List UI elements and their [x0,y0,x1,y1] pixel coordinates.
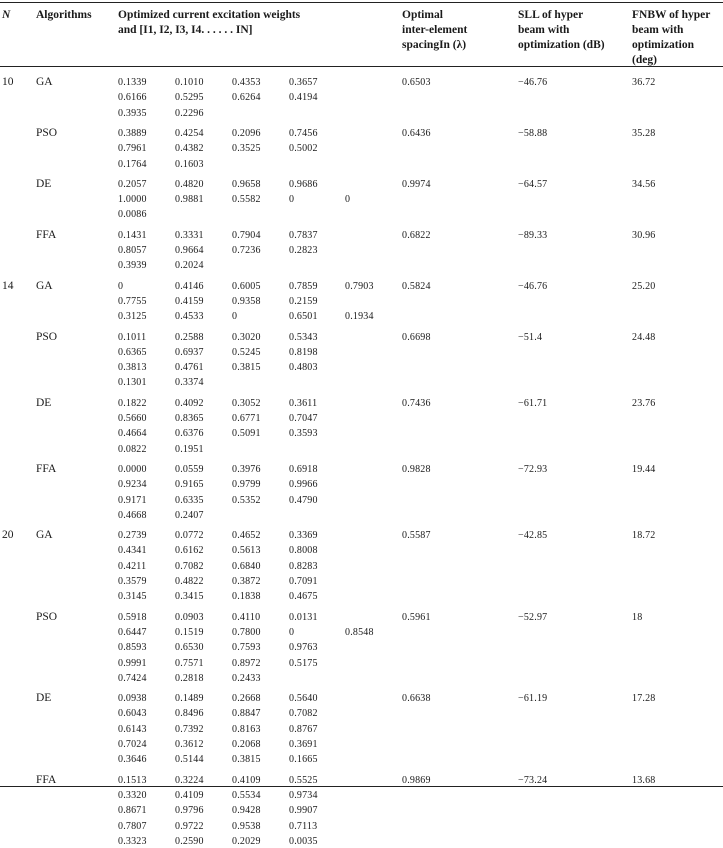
sll-value: −58.88 [518,127,548,139]
sll-value: −89.33 [518,229,548,241]
optimal-spacing: 0.9869 [402,774,431,786]
excitation-weight: 0.7236 [232,245,261,256]
excitation-weight: 0.6005 [232,280,261,292]
excitation-weight: 0.9358 [232,295,261,307]
excitation-weight: 0.9991 [118,657,147,669]
excitation-weight: 0.9686 [289,178,318,190]
excitation-weight: 0.3872 [232,576,261,587]
excitation-weight: 0.1838 [232,591,261,603]
excitation-weight: 0.4652 [232,530,261,542]
excitation-weight: 0.4675 [289,591,318,603]
excitation-weight: 0.0035 [289,835,318,847]
excitation-weight: 0.0559 [175,463,204,475]
bottom-rule [0,786,723,787]
excitation-weight: 0.7113 [289,820,318,832]
excitation-weight: 0.8163 [232,723,261,735]
excitation-weight: 0.2057 [118,178,147,190]
excitation-weight: 0.2159 [289,295,318,307]
fnbw-value: 13.68 [632,774,656,786]
excitation-weight: 0.2433 [232,672,261,684]
excitation-weight: 0.2407 [175,509,204,521]
excitation-weight: 0.3611 [289,397,318,409]
excitation-weight: 0.6937 [175,346,204,358]
excitation-weight: 0.0822 [118,443,147,455]
excitation-weight: 0 [232,311,238,323]
excitation-weight: 0.4822 [175,576,204,587]
excitation-weight: 0.7859 [289,280,318,292]
excitation-weight: 0.1010 [175,77,204,88]
excitation-weight: 0.6335 [175,494,204,506]
excitation-weight: 0.6501 [289,311,318,323]
excitation-weight: 0.7961 [118,143,147,155]
excitation-weight: 0.2823 [289,245,318,256]
excitation-weight: 0.4761 [175,362,204,374]
excitation-weight: 0.4159 [175,295,204,307]
algorithm-name: FFA [36,228,57,241]
array-size-n: 20 [2,529,14,542]
excitation-weight: 0.0903 [175,611,204,623]
optimal-spacing: 0.9828 [402,463,431,475]
excitation-weight: 0.9722 [175,820,204,832]
excitation-weight: 0.6918 [289,463,318,475]
excitation-weight: 0.4353 [232,77,261,88]
fnbw-value: 19.44 [632,463,656,475]
header-sll: SLL of hyper beam with optimization (dB) [518,9,605,51]
header-fnbw: FNBW of hyper beam with optimization (deg) [632,9,711,66]
optimal-spacing: 0.6503 [402,77,431,88]
excitation-weight: 0.2668 [232,693,261,705]
excitation-weight: 0.4803 [289,362,318,374]
excitation-weight: 0.5918 [118,611,147,623]
excitation-weight: 0.1934 [345,311,374,323]
header-algorithms: Algorithms [36,9,92,21]
excitation-weight: 0.8496 [175,708,204,720]
excitation-weight: 0.8767 [289,723,318,735]
excitation-weight: 0.9881 [175,194,204,206]
excitation-weight: 0.9734 [289,789,318,801]
excitation-weight: 0.9538 [232,820,261,832]
optimal-spacing: 0.6436 [402,127,431,139]
excitation-weight: 0.3657 [289,77,318,88]
excitation-weight: 0 [289,194,295,206]
optimal-spacing: 0.9974 [402,178,431,190]
excitation-weight: 0 [118,280,124,292]
excitation-weight: 0.6376 [175,428,204,440]
excitation-weight: 0.3020 [232,331,261,343]
algorithm-name: FFA [36,462,57,475]
excitation-weight: 0.5144 [175,754,204,766]
excitation-weight: 0.3369 [289,530,318,542]
excitation-weight: 0.3224 [175,774,204,786]
algorithm-name: FFA [36,773,57,786]
excitation-weight: 0.5534 [232,789,261,801]
excitation-weight: 0.2818 [175,672,204,684]
excitation-weight: 0.4664 [118,428,147,440]
excitation-weight: 0.5640 [289,693,318,705]
excitation-weight: 0.3889 [118,127,147,139]
excitation-weight: 0.7047 [289,413,318,424]
algorithm-name: PSO [36,610,58,623]
excitation-weight: 0.9966 [289,479,318,491]
excitation-weight: 0.0131 [289,611,318,623]
excitation-weight: 0.5352 [232,494,261,506]
excitation-weight: 0.1822 [118,397,147,409]
sll-value: −73.24 [518,774,548,786]
excitation-weight: 0.6264 [232,92,261,104]
excitation-weight: 0.3052 [232,397,261,409]
excitation-weight: 0.6447 [118,626,147,638]
excitation-weight: 0.3691 [289,739,318,750]
excitation-weight: 0.4109 [175,789,204,801]
excitation-weight: 0.0772 [175,530,204,542]
excitation-weight: 0.8283 [289,560,318,572]
sll-value: −42.85 [518,530,548,542]
excitation-weight: 0.7593 [232,642,261,654]
sll-value: −46.76 [518,280,548,292]
excitation-weight: 0.7392 [175,723,204,735]
excitation-weight: 0.2296 [175,107,204,119]
excitation-weight: 0.3579 [118,576,147,587]
excitation-weight: 0.2590 [175,835,204,847]
excitation-weight: 0.9165 [175,479,204,491]
fnbw-value: 30.96 [632,229,656,241]
excitation-weight: 0.1603 [175,158,204,170]
excitation-weight: 0.9763 [289,642,318,654]
excitation-weight: 0.8972 [232,657,261,669]
excitation-weight: 0.3815 [232,362,261,374]
sll-value: −52.97 [518,611,548,623]
optimal-spacing: 0.5824 [402,280,431,292]
excitation-weight: 0.6143 [118,723,147,735]
excitation-weight: 0.9428 [232,805,261,817]
excitation-weight: 0.4668 [118,509,147,521]
excitation-weight: 0.7904 [232,229,261,241]
excitation-weight: 0.3331 [175,229,204,241]
excitation-weight: 0.4820 [175,178,204,190]
excitation-weight: 0.0000 [118,463,147,475]
excitation-weight: 0.1519 [175,626,204,638]
excitation-weight: 1.0000 [118,194,147,206]
excitation-weight: 0.8548 [345,626,374,638]
sll-value: −46.76 [518,77,548,88]
optimal-spacing: 0.5587 [402,530,431,542]
excitation-weight: 0.5091 [232,428,261,440]
sll-value: −61.19 [518,693,548,705]
excitation-weight: 0.3374 [175,377,204,389]
optimal-spacing: 0.6822 [402,229,431,241]
excitation-weight: 0.7424 [118,672,147,684]
excitation-weight: 0.5343 [289,331,318,343]
excitation-weight: 0.1951 [175,443,204,455]
excitation-weight: 0.6365 [118,346,147,358]
excitation-weight: 0.3320 [118,789,147,801]
top-rule [0,2,723,3]
excitation-weight: 0.8008 [289,545,318,557]
excitation-weight: 0.4341 [118,545,147,557]
excitation-weight: 0.7903 [345,280,374,292]
excitation-weight: 0.1489 [175,693,204,705]
excitation-weight: 0.4146 [175,280,204,292]
excitation-weight: 0.3323 [118,835,147,847]
optimal-spacing: 0.5961 [402,611,431,623]
excitation-weight: 0.3815 [232,754,261,766]
excitation-weight: 0.8365 [175,413,204,424]
excitation-weight: 0.8593 [118,642,147,654]
excitation-weight: 0.7837 [289,229,318,241]
excitation-weight: 0.8198 [289,346,318,358]
excitation-weight: 0.6771 [232,413,261,424]
sll-value: −51.4 [518,331,543,343]
fnbw-value: 24.48 [632,331,656,343]
algorithm-name: GA [36,279,53,292]
excitation-weight: 0.4109 [232,774,261,786]
fnbw-value: 18 [632,611,643,623]
excitation-weight: 0.8847 [232,708,261,720]
algorithm-name: GA [36,76,53,88]
optimal-spacing: 0.7436 [402,397,431,409]
excitation-weight: 0.6840 [232,560,261,572]
excitation-weight: 0.6530 [175,642,204,654]
excitation-weight: 0.9799 [232,479,261,491]
excitation-weight: 0.3415 [175,591,204,603]
algorithm-name: GA [36,529,53,542]
algorithm-name: DE [36,396,52,409]
excitation-weight: 0.3145 [118,591,147,603]
array-size-n: 10 [2,76,14,88]
excitation-weight: 0.9796 [175,805,204,817]
excitation-weight: 0.9664 [175,245,204,256]
excitation-weight: 0.2096 [232,127,261,139]
excitation-weight: 0.7807 [118,820,147,832]
sll-value: −61.71 [518,397,548,409]
array-size-n: 14 [2,279,14,292]
fnbw-value: 23.76 [632,397,656,409]
excitation-weight: 0.6162 [175,545,204,557]
sll-value: −64.57 [518,178,548,190]
excitation-weight: 0.7571 [175,657,204,669]
excitation-weight: 0.3612 [175,739,204,750]
algorithm-name: DE [36,177,52,190]
excitation-weight: 0.2068 [232,739,261,750]
excitation-weight: 0.1764 [118,158,147,170]
excitation-weight: 0.4382 [175,143,204,155]
header-spacing: Optimal inter-element spacingIn (λ) [402,9,468,51]
excitation-weight: 0.8057 [118,245,147,256]
excitation-weight: 0.4790 [289,494,318,506]
excitation-weight: 0.2029 [232,835,261,847]
excitation-weight: 0.2588 [175,331,204,343]
excitation-weight: 0.0086 [118,209,147,221]
excitation-weight: 0.7024 [118,739,147,750]
excitation-weight: 0.9658 [232,178,261,190]
excitation-weight: 0 [289,626,295,638]
sll-value: −72.93 [518,463,548,475]
excitation-weight: 0.4254 [175,127,204,139]
algorithm-name: PSO [36,126,58,139]
excitation-weight: 0 [345,194,351,206]
fnbw-value: 35.28 [632,127,656,139]
excitation-weight: 0.9907 [289,805,318,817]
excitation-weight: 0.1665 [289,754,318,766]
excitation-weight: 0.9171 [118,494,147,506]
excitation-weight: 0.3939 [118,260,147,272]
excitation-weight: 0.5525 [289,774,318,786]
header-n: N [2,9,11,21]
excitation-weight: 0.7456 [289,127,318,139]
fnbw-value: 34.56 [632,178,656,190]
fnbw-value: 36.72 [632,77,656,88]
excitation-weight: 0.7082 [175,560,204,572]
excitation-weight: 0.1011 [118,331,147,343]
fnbw-value: 25.20 [632,280,656,292]
excitation-weight: 0.6166 [118,92,147,104]
excitation-weight: 0.1339 [118,77,147,88]
optimal-spacing: 0.6638 [402,693,431,705]
excitation-weight: 0.2024 [175,260,204,272]
excitation-weight: 0.4110 [232,611,261,623]
optimal-spacing: 0.6698 [402,331,431,343]
excitation-weight: 0.5660 [118,413,147,424]
excitation-weight: 0.1513 [118,774,147,786]
excitation-weight: 0.4092 [175,397,204,409]
excitation-weight: 0.1431 [118,229,147,241]
excitation-weight: 0.5245 [232,346,261,358]
excitation-weight: 0.4211 [118,560,147,572]
header-rule [0,66,723,67]
header-weights: Optimized current excitation weights and [I1, I2, I3, I4. . . . . . IN] [118,9,301,36]
excitation-weight: 0.5582 [232,194,261,206]
excitation-weight: 0.3125 [118,311,147,323]
excitation-weight: 0.5613 [232,545,261,557]
algorithm-name: PSO [36,330,58,343]
excitation-weight: 0.5002 [289,143,318,155]
excitation-weight: 0.4533 [175,311,204,323]
excitation-weight: 0.3525 [232,143,261,155]
excitation-weight: 0.3813 [118,362,147,374]
excitation-weight: 0.3935 [118,107,147,119]
fnbw-value: 18.72 [632,530,656,542]
algorithm-name: DE [36,692,52,705]
excitation-weight: 0.0938 [118,693,147,705]
excitation-weight: 0.4194 [289,92,318,104]
excitation-weight: 0.9234 [118,479,147,491]
excitation-weight: 0.5175 [289,657,318,669]
excitation-weight: 0.8671 [118,805,147,817]
excitation-weight: 0.7082 [289,708,318,720]
excitation-weight: 0.7800 [232,626,261,638]
excitation-weight: 0.1301 [118,377,147,389]
excitation-weight: 0.2739 [118,530,147,542]
fnbw-value: 17.28 [632,693,656,705]
excitation-weight: 0.3593 [289,428,318,440]
excitation-weight: 0.7091 [289,576,318,587]
excitation-weight: 0.3976 [232,463,261,475]
excitation-weight: 0.3646 [118,754,147,766]
excitation-weight: 0.6043 [118,708,147,720]
excitation-weight: 0.7755 [118,295,147,307]
excitation-weight: 0.5295 [175,92,204,104]
